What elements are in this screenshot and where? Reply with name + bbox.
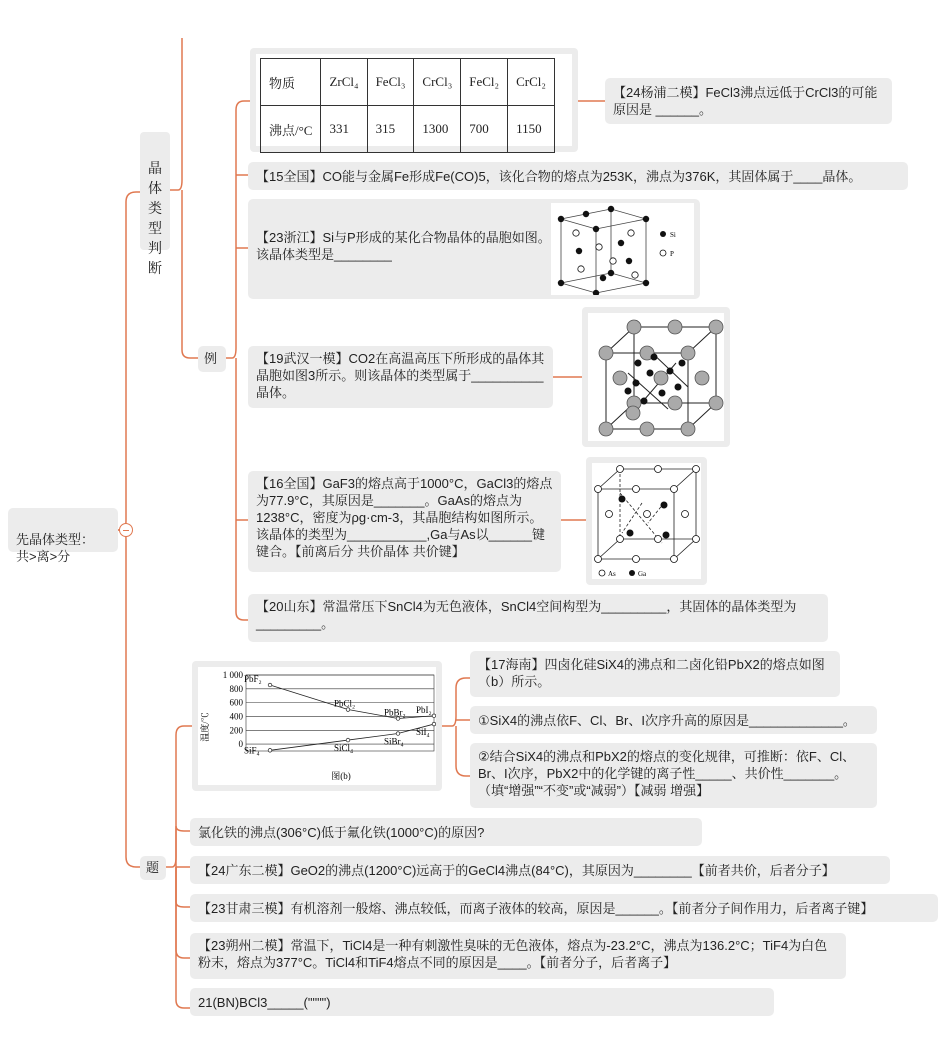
question-text: ①SiX4的沸点依F、Cl、Br、I次序升高的原因是_____________。 bbox=[478, 713, 856, 728]
question-20shandong[interactable] bbox=[248, 594, 828, 642]
root-node[interactable] bbox=[8, 508, 118, 564]
question-15quanguo[interactable] bbox=[248, 162, 908, 190]
chart-card bbox=[192, 661, 442, 791]
table-cell: 315 bbox=[367, 106, 414, 153]
question-text: 【17海南】四卤化硅SiX4的沸点和二卤化铅PbX2的熔点如图（b）所示。 bbox=[478, 657, 825, 689]
chart-point bbox=[432, 714, 436, 718]
table-header-cell: FeCl₂ bbox=[461, 59, 508, 106]
question-text: 【24杨浦二模】FeCl3沸点远低于CrCl3的可能原因是 ______。 bbox=[613, 85, 878, 117]
branch-questions[interactable] bbox=[140, 856, 166, 880]
legend-ga: Ga bbox=[638, 570, 647, 578]
chart-ylabel: 温度/℃ bbox=[200, 712, 210, 742]
table-cell: 1300 bbox=[414, 106, 461, 153]
example-node[interactable] bbox=[198, 346, 226, 372]
table-row bbox=[261, 106, 555, 153]
boiling-point-table-card bbox=[250, 48, 578, 152]
chart-ytick-label: 0 bbox=[238, 739, 243, 750]
question-16quanguo[interactable] bbox=[248, 471, 561, 572]
chart-ytick-label: 1 000 bbox=[222, 670, 243, 680]
table-cell: 700 bbox=[461, 106, 508, 153]
table-header-cell: 物质 bbox=[261, 59, 321, 106]
question-17hainan[interactable] bbox=[470, 651, 840, 697]
legend-si: Si bbox=[670, 231, 676, 239]
table-header-row bbox=[261, 59, 555, 106]
collapse-toggle[interactable] bbox=[119, 523, 133, 537]
chart-point bbox=[268, 683, 272, 687]
sip-crystal-image bbox=[551, 203, 694, 295]
branch-crystal-type-label: 晶 体 类 型 判 断 bbox=[148, 160, 162, 276]
question-23shuozhou[interactable] bbox=[190, 933, 846, 979]
chart-point-label: PbF₂ bbox=[244, 674, 262, 685]
example-label: 例 bbox=[204, 351, 218, 366]
chart-point-label: PbBr₂ bbox=[384, 707, 406, 718]
question-text: 【23朔州二模】常温下，TiCl4是一种有刺激性臭味的无色液体，熔点为-23.2°C，沸点为136.2°C；TiF4为白色粉末，熔点为377°C。TiCl4和TiF4熔点不同的原因是____。【前者分子，后者离子】 bbox=[198, 938, 828, 970]
legend-as: As bbox=[608, 570, 616, 578]
chart-caption: 图(b) bbox=[331, 771, 351, 781]
question-fecl[interactable] bbox=[190, 818, 702, 846]
branch-crystal-type[interactable] bbox=[140, 132, 170, 276]
question-19wuhan[interactable] bbox=[248, 346, 553, 408]
question-24guangdong[interactable] bbox=[190, 856, 890, 884]
question-text: 【23甘肃三模】有机溶剂一般熔、沸点较低，而离子液体的较高，原因是______。【前者分子间作用力，后者离子键】 bbox=[198, 901, 874, 916]
table-cell: 331 bbox=[321, 106, 367, 153]
chart-point-label: SiCl₄ bbox=[334, 743, 354, 754]
question-text: 【20山东】常温常压下SnCl4为无色液体，SnCl4空间构型为_________，其固体的晶体类型为_________。 bbox=[256, 599, 797, 631]
question-text: 【24广东二模】GeO2的沸点(1200°C)远高于的GeCl4沸点(84°C)，其原因为________【前者共价，后者分子】 bbox=[198, 863, 835, 878]
question-sub1[interactable] bbox=[470, 706, 877, 734]
chart-point-label: PbI₂ bbox=[416, 704, 432, 715]
table-header-cell: CrCl₃ bbox=[414, 59, 461, 106]
table-header-cell: CrCl₂ bbox=[508, 59, 555, 106]
chart-point-label: SiBr₄ bbox=[384, 736, 404, 747]
question-text: 【16全国】GaF3的熔点高于1000°C，GaCl3的熔点为77.9°C，其原因是_______。GaAs的熔点为1238°C，密度为ρg·cm-3，其晶胞结构如图所示。该晶体的类型为___________,Ga与As以______键键合。【前离后分 共价晶体 共价键】 bbox=[256, 476, 553, 559]
question-23zhejiang[interactable] bbox=[248, 199, 700, 299]
chart-ytick-label: 800 bbox=[229, 683, 243, 694]
chart-point-label: SiI₄ bbox=[416, 727, 430, 738]
chart-ytick-label: 600 bbox=[229, 697, 243, 708]
question-24yangpu[interactable] bbox=[605, 78, 892, 124]
boiling-point-table bbox=[260, 58, 555, 153]
root-label: 先晶体类型： 共>离>分 bbox=[16, 532, 95, 564]
chart-point-label: PbCl₂ bbox=[334, 698, 356, 709]
question-text: 【15全国】CO能与金属Fe形成Fe(CO)5，该化合物的熔点为253K，沸点为376K，其固体属于____晶体。 bbox=[256, 169, 862, 184]
table-header-cell: ZrCl₄ bbox=[321, 59, 367, 106]
gaas-crystal-image bbox=[586, 457, 707, 585]
question-text: 【19武汉一模】CO2在高温高压下所形成的晶体其晶胞如图3所示。则该晶体的类型属于__________晶体。 bbox=[256, 351, 545, 400]
question-text: 21(BN)BCl3_____("""") bbox=[198, 995, 331, 1010]
chart-point bbox=[268, 749, 272, 753]
boiling-melting-chart bbox=[198, 667, 436, 785]
table-row-label: 沸点/°C bbox=[261, 106, 321, 153]
question-text: 【23浙江】Si与P形成的某化合物晶体的晶胞如图。该晶体类型是________ bbox=[256, 230, 551, 262]
table-header-cell: FeCl₃ bbox=[367, 59, 414, 106]
question-sub2[interactable] bbox=[470, 743, 877, 808]
legend-p: P bbox=[670, 250, 674, 258]
question-21bn[interactable] bbox=[190, 988, 774, 1016]
branch-questions-label: 题 bbox=[146, 860, 160, 875]
chart-point bbox=[396, 732, 400, 736]
chart-point bbox=[346, 738, 350, 742]
chart-point bbox=[432, 722, 436, 726]
question-text: ②结合SiX4的沸点和PbX2的熔点的变化规律，可推断：依F、Cl、Br、I次序，PbX2中的化学键的离子性_____、共价性_______。（填“增强”“不变”或“减弱”）【减弱 增强】 bbox=[478, 749, 856, 798]
question-text: 氯化铁的沸点(306°C)低于氟化铁(1000°C)的原因? bbox=[198, 825, 485, 840]
table-cell: 1150 bbox=[508, 106, 555, 153]
chart-ytick-label: 200 bbox=[229, 725, 243, 736]
chart-point-label: SiF₄ bbox=[244, 745, 260, 756]
co2-crystal-image bbox=[582, 307, 730, 447]
question-23gansu[interactable] bbox=[190, 894, 938, 922]
chart-ytick-label: 400 bbox=[229, 711, 243, 722]
